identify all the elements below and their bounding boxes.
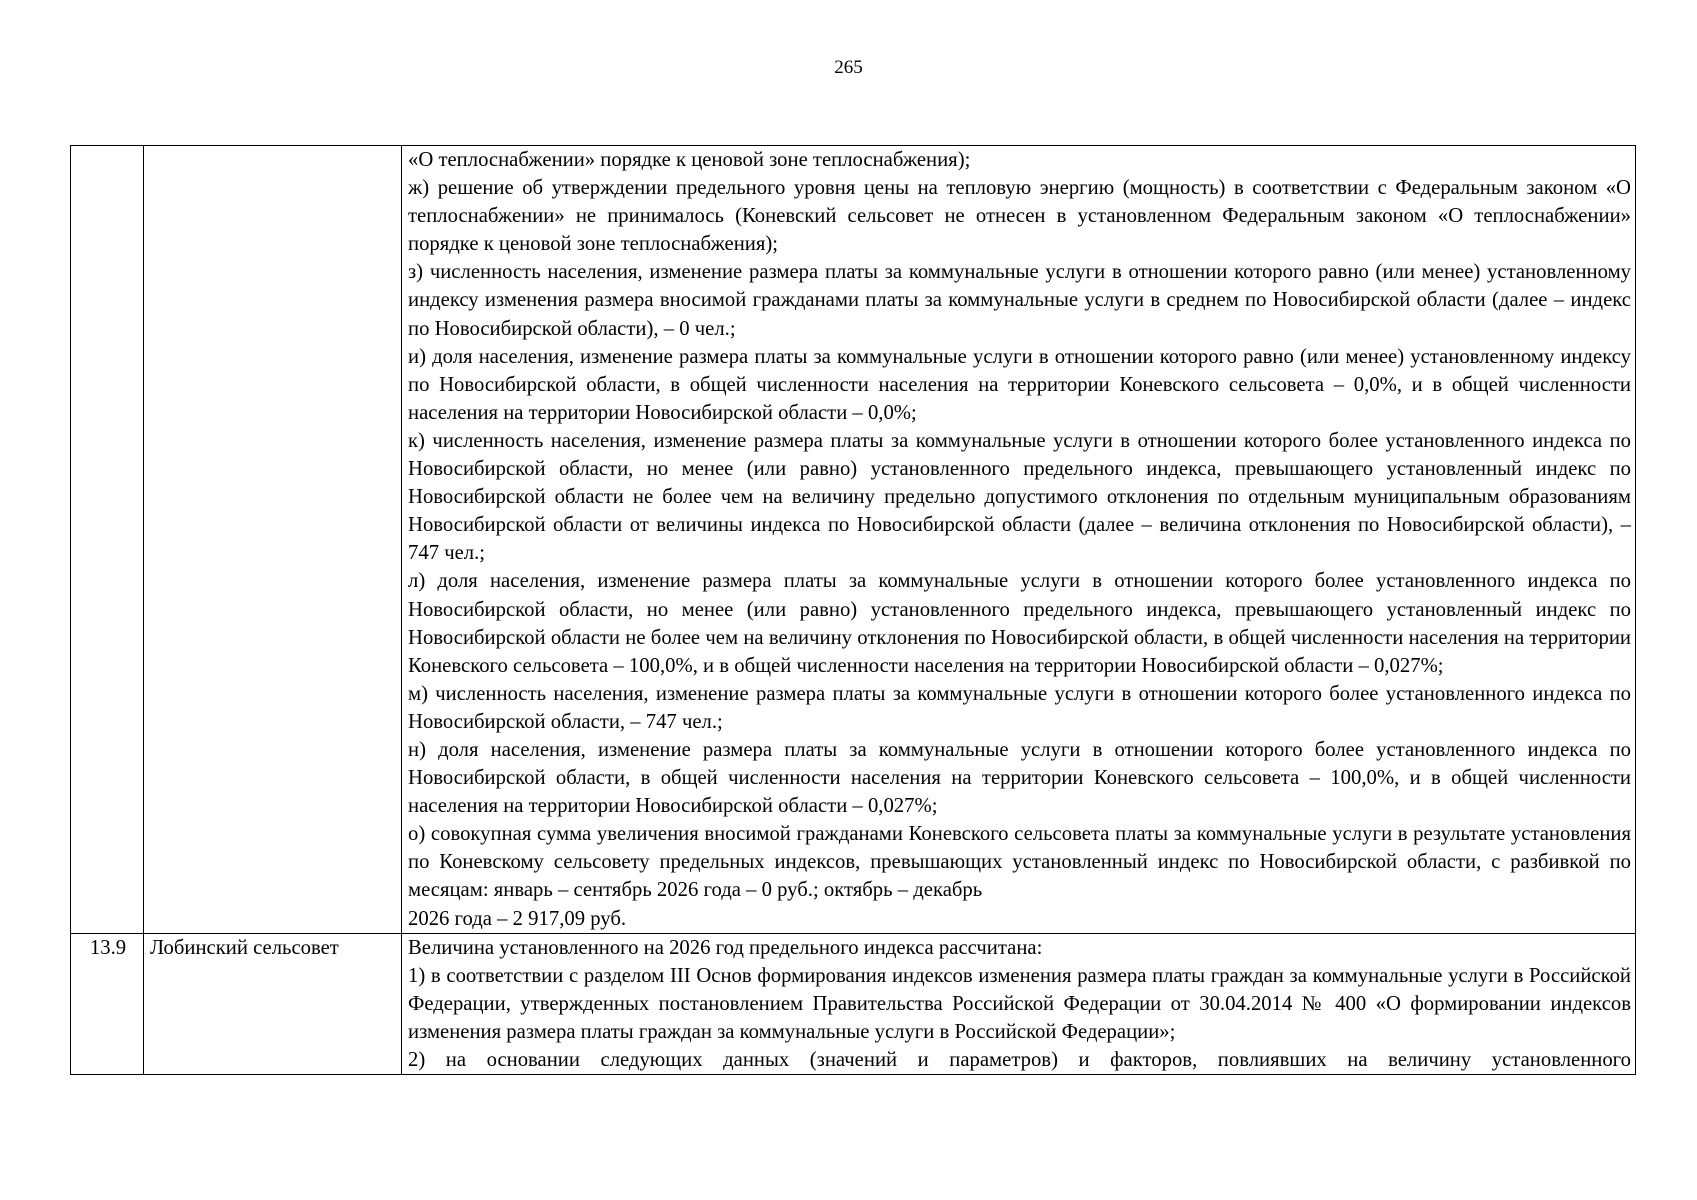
row-number-cell: 13.9 (71, 933, 144, 1074)
municipality-name-cell (144, 146, 402, 934)
description-cell (402, 146, 1636, 934)
page-number: 265 (834, 57, 863, 78)
paragraph: о) совокупная сумма увеличения вносимой гражданами Коневского сельсовета платы за коммунальные услуги в результате установления по Коневскому сельсовету предельных индексов, превышающих установленный индекс по Новосибирской области, с разбивкой по месяцам: январь – сентябрь 2026 года – 0 руб.; октябрь – декабрь (408, 823, 1631, 902)
paragraph: н) доля населения, изменение размера платы за коммунальные услуги в отношении которого более установленного индекса по Новосибирской области, в общей численности населения на территории Коневского сельсовета – 100,0%, и в общей численности населения на территории Новосибирской области – 0,027%; (408, 738, 1631, 818)
description-cell (402, 933, 1636, 1074)
paragraph: ж) решение об утверждении предельного уровня цены на тепловую энергию (мощность) в соответствии с Федеральным законом «О теплоснабжении» не принималось (Коневский сельсовет не отнесен в установленном Федеральным законом «О теплоснабжении» порядке к ценовой зоне теплоснабжения); (408, 177, 1631, 256)
paragraph: 2026 года – 2 917,09 руб. (408, 907, 627, 930)
paragraph: л) доля населения, изменение размера платы за коммунальные услуги в отношении которого более установленного индекса по Новосибирской области, но менее (или равно) установленного предельного индекса, превышающего установленный индекс по Новосибирской области не более чем на величину отклонения по Новосибирской области, в общей численности населения на территории Коневского сельсовета – 100,0%, и в общей численности населения на территории Новосибирской области – 0,027%; (408, 570, 1631, 677)
paragraph: м) численность населения, изменение размера платы за коммунальные услуги в отношении которого более установленного индекса по Новосибирской области, – 747 чел.; (408, 682, 1631, 733)
content-table (70, 145, 1636, 1075)
paragraph: 2) на основании следующих данных (значений и параметров) и факторов, повлиявших на величину установленного (408, 1049, 1631, 1071)
table-row (71, 933, 1636, 1074)
paragraph: з) численность населения, изменение размера платы за коммунальные услуги в отношении которого равно (или менее) установленному индексу изменения размера вносимой гражданами платы за коммунальные услуги в среднем по Новосибирской области (далее – индекс по Новосибирской области), – 0 чел.; (408, 261, 1631, 340)
paragraph: 1) в соответствии с разделом III Основ формирования индексов изменения размера платы граждан за коммунальные услуги в Российской Федерации, утвержденных постановлением Правительства Российской Федерации от 30.04.2014 № 400 «О формировании индексов изменения размера платы граждан за коммунальные услуги в Российской Федерации»; (408, 964, 1631, 1043)
paragraph: Величина установленного на 2026 год предельного индекса рассчитана: (408, 936, 1043, 959)
paragraph: к) численность населения, изменение размера платы за коммунальные услуги в отношении которого более установленного индекса по Новосибирской области, но менее (или равно) установленного предельного индекса, превышающего установленный индекс по Новосибирской области не более чем на величину предельно допустимого отклонения по отдельным муниципальным образованиям Новосибирской области от величины индекса по Новосибирской области (далее – величина отклонения по Новосибирской области), – 747 чел.; (408, 429, 1631, 565)
paragraph: «О теплоснабжении» порядке к ценовой зоне теплоснабжения); (408, 149, 971, 171)
table-row (71, 146, 1636, 934)
municipality-name-cell: Лобинский сельсовет (144, 933, 402, 1074)
paragraph: и) доля населения, изменение размера платы за коммунальные услуги в отношении которого равно (или менее) установленному индексу по Новосибирской области, в общей численности населения на территории Коневского сельсовета – 0,0%, и в общей численности населения на территории Новосибирской области – 0,0%; (408, 345, 1631, 424)
row-number-cell (71, 146, 144, 934)
